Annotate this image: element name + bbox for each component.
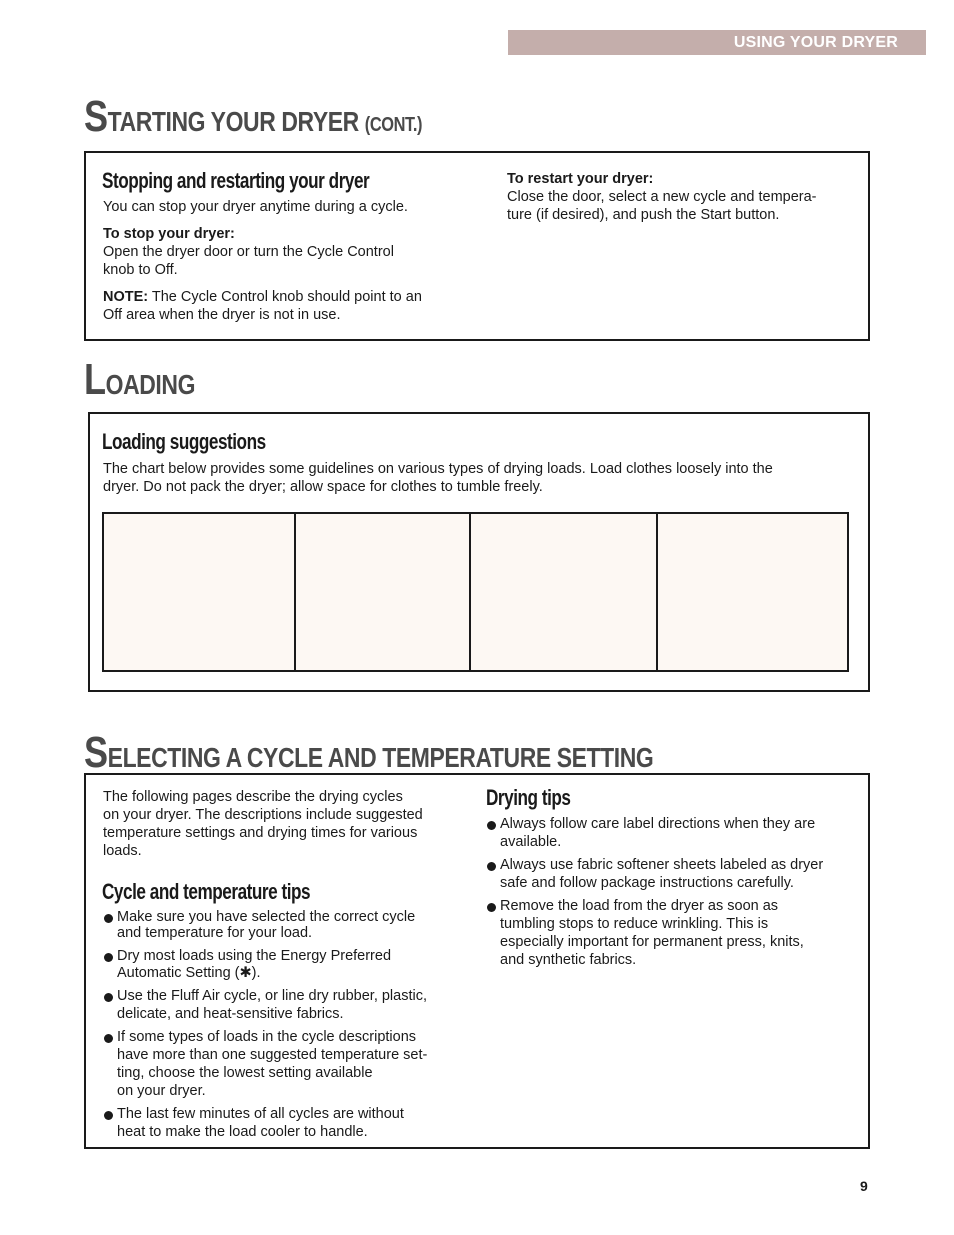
list-item-line: heat to make the load cooler to handle. (117, 1124, 368, 1140)
starting-title-rest: TARTING YOUR DRYER (107, 106, 359, 137)
section-label: USING YOUR DRYER (733, 34, 898, 51)
loading-line-2: dryer. Do not pack the dryer; allow space for clothes to tumble freely. (103, 479, 543, 495)
starting-title-cap: S (84, 92, 108, 141)
stopping-heading: Stopping and restarting your dryer (102, 168, 370, 193)
list-item (103, 908, 473, 942)
loading-line-1: The chart below provides some guidelines on various types of drying loads. Load clothes loosely into the (103, 461, 773, 477)
selecting-intro-line: on your dryer. The descriptions include suggested (103, 807, 423, 823)
note-line-2: Off area when the dryer is not in use. (103, 307, 341, 323)
list-item-line: Always follow care label directions when they are (500, 816, 816, 832)
table-cell (295, 513, 470, 671)
loading-title (84, 355, 195, 405)
list-item (486, 856, 861, 892)
page-number: 9 (860, 1178, 868, 1194)
table-row (103, 513, 848, 671)
note-text-1: The Cycle Control knob should point to an (148, 289, 422, 305)
list-item-line: Automatic Setting (✱). (117, 965, 261, 981)
list-item-line: on your dryer. (117, 1083, 206, 1099)
list-item-line: delicate, and heat-sensitive fabrics. (117, 1006, 344, 1022)
stopping-left-column (103, 198, 473, 324)
list-item-line: The last few minutes of all cycles are without (117, 1106, 404, 1122)
list-item-line: and temperature for your load. (117, 925, 313, 941)
loading-title-rest: OADING (105, 369, 196, 400)
note-line-1 (103, 288, 473, 306)
list-item-line: Make sure you have selected the correct cycle (117, 909, 416, 925)
list-item-line: Use the Fluff Air cycle, or line dry rubber, plastic, (117, 988, 428, 1004)
drying-tips-heading: Drying tips (486, 785, 571, 810)
loading-chart-table (102, 512, 849, 672)
restart-label: To restart your dryer: (507, 171, 654, 187)
restart-line-1: Close the door, select a new cycle and tempera- (507, 189, 817, 205)
stop-label: To stop your dryer: (103, 226, 235, 242)
cycle-tips-heading: Cycle and temperature tips (102, 879, 311, 904)
list-item-line: Remove the load from the dryer as soon as (500, 898, 779, 914)
list-item (103, 987, 473, 1023)
loading-description (103, 460, 853, 496)
list-item-line: ting, choose the lowest setting available (117, 1065, 373, 1081)
table-cell (657, 513, 848, 671)
selecting-intro-line: temperature settings and drying times for various (103, 825, 418, 841)
list-item-line: If some types of loads in the cycle descriptions (117, 1029, 417, 1045)
list-item (103, 1105, 473, 1141)
list-item-line: tumbling stops to reduce wrinkling. This is (500, 916, 769, 932)
list-item-line: especially important for permanent press, knits, (500, 934, 804, 950)
list-item (486, 897, 861, 969)
loading-title-cap: L (84, 355, 106, 404)
selecting-title-rest: ELECTING A CYCLE AND TEMPERATURE SETTING (107, 742, 654, 773)
stop-line-2: knob to Off. (103, 262, 178, 278)
restart-column (507, 170, 857, 224)
selecting-intro (103, 788, 473, 860)
table-cell (470, 513, 657, 671)
selecting-intro-line: The following pages describe the drying cycles (103, 789, 403, 805)
list-item-line: available. (500, 834, 562, 850)
list-item-line: Always use fabric softener sheets labeled as dryer (500, 857, 824, 873)
table-cell (103, 513, 295, 671)
list-item-line: and synthetic fabrics. (500, 952, 637, 968)
selecting-title (84, 728, 653, 778)
restart-line-2: ture (if desired), and push the Start button. (507, 207, 780, 223)
stopping-intro: You can stop your dryer anytime during a cycle. (103, 199, 408, 215)
section-header-bar (508, 30, 926, 55)
loading-heading: Loading suggestions (102, 429, 266, 454)
drying-tips-list (486, 815, 861, 974)
starting-title-suffix: (CONT.) (364, 114, 423, 136)
list-item (103, 1028, 473, 1100)
cycle-tips-list (103, 908, 473, 1146)
list-item-line: have more than one suggested temperature set- (117, 1047, 428, 1063)
list-item-line: safe and follow package instructions carefully. (500, 875, 794, 891)
selecting-title-cap: S (84, 728, 108, 777)
starting-title (84, 92, 422, 142)
list-item (103, 947, 473, 982)
list-item (486, 815, 861, 851)
stop-line-1: Open the dryer door or turn the Cycle Control (103, 244, 394, 260)
note-label: NOTE: (103, 289, 149, 305)
selecting-intro-line: loads. (103, 843, 142, 859)
list-item-line: Dry most loads using the Energy Preferred (117, 948, 392, 964)
